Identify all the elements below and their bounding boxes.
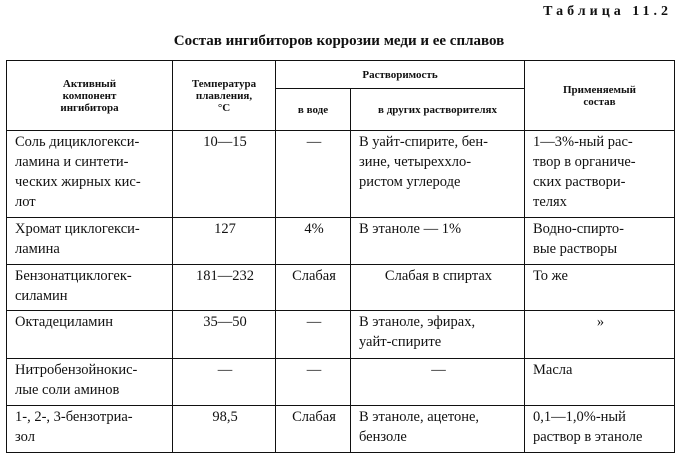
table-row bbox=[7, 131, 675, 218]
cell-melting: 98,5 bbox=[173, 406, 276, 453]
table-number-label: Таблица 11.2 bbox=[543, 4, 672, 19]
cell-water: 4% bbox=[276, 218, 351, 265]
table-row bbox=[7, 265, 675, 311]
cell-water: — bbox=[276, 131, 351, 218]
cell-water: — bbox=[276, 359, 351, 406]
cell-composition: 0,1—1,0%-ный раствор в этаноле bbox=[525, 406, 675, 453]
cell-other-solvents: В этаноле — 1% bbox=[351, 218, 525, 265]
table-row bbox=[7, 218, 675, 265]
header-in-water: в воде bbox=[276, 89, 351, 131]
table-title: Состав ингибиторов коррозии меди и ее сплавов bbox=[173, 33, 505, 49]
inhibitor-table bbox=[6, 60, 675, 453]
cell-melting: 181—232 bbox=[173, 265, 276, 311]
cell-melting: 127 bbox=[173, 218, 276, 265]
cell-component: Бензонатциклогек- силамин bbox=[7, 265, 173, 311]
cell-water: Слабая bbox=[276, 265, 351, 311]
cell-other-solvents: В этаноле, эфирах, уайт-спирите bbox=[351, 311, 525, 359]
cell-component: Нитробензойнокис- лые соли аминов bbox=[7, 359, 173, 406]
header-melting-point: Температура плавления, °С bbox=[173, 61, 276, 131]
cell-melting: 35—50 bbox=[173, 311, 276, 359]
cell-component: 1-, 2-, 3-бензотриа- зол bbox=[7, 406, 173, 453]
cell-other-solvents: — bbox=[351, 359, 525, 406]
cell-component: Соль дициклогекси- ламина и синтети- ческих жирных кис- лот bbox=[7, 131, 173, 218]
table-row bbox=[7, 311, 675, 359]
cell-water: — bbox=[276, 311, 351, 359]
header-in-other-solvents: в других растворителях bbox=[351, 89, 525, 131]
cell-composition: 1—3%-ный рас- твор в органиче- ских раствори- телях bbox=[525, 131, 675, 218]
header-component: Активный компонент ингибитора bbox=[7, 61, 173, 131]
table-row bbox=[7, 406, 675, 453]
cell-composition: Масла bbox=[525, 359, 675, 406]
table-row bbox=[7, 359, 675, 406]
header-solubility: Растворимость bbox=[276, 61, 525, 89]
cell-other-solvents: В уайт-спирите, бен- зине, четыреххло- ристом углероде bbox=[351, 131, 525, 218]
cell-component: Октадециламин bbox=[7, 311, 173, 359]
cell-melting: — bbox=[173, 359, 276, 406]
cell-composition: » bbox=[525, 311, 675, 359]
header-composition: Применяемый состав bbox=[525, 61, 675, 131]
cell-other-solvents: Слабая в спиртах bbox=[351, 265, 525, 311]
cell-composition: Водно-спирто- вые растворы bbox=[525, 218, 675, 265]
cell-composition: То же bbox=[525, 265, 675, 311]
cell-melting: 10—15 bbox=[173, 131, 276, 218]
cell-component: Хромат циклогекси- ламина bbox=[7, 218, 173, 265]
cell-water: Слабая bbox=[276, 406, 351, 453]
cell-other-solvents: В этаноле, ацетоне, бензоле bbox=[351, 406, 525, 453]
